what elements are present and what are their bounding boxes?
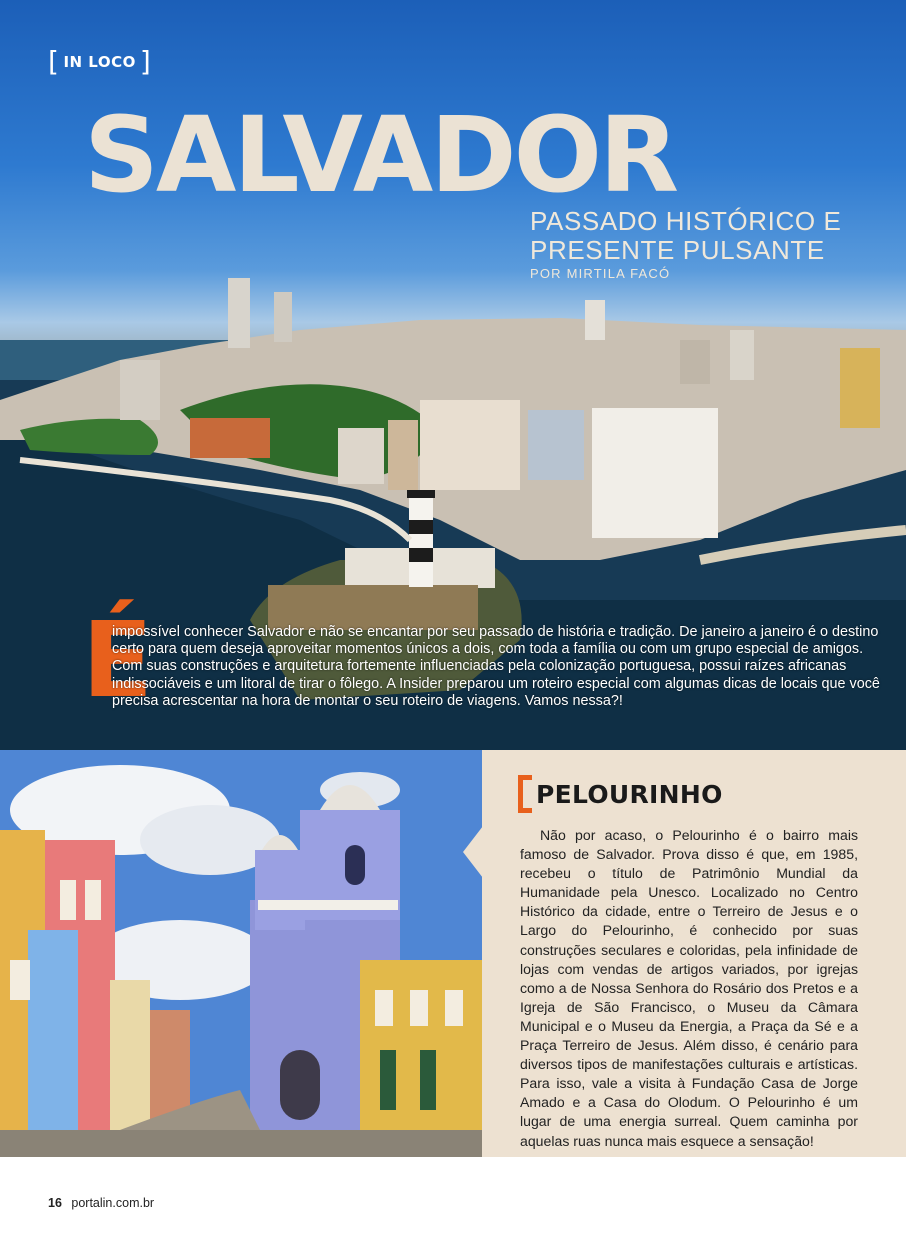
section-title: PELOURINHO: [536, 779, 723, 809]
byline: POR MIRTILA FACÓ: [530, 266, 671, 281]
page-title: SALVADOR: [84, 94, 677, 216]
section-tag-label: IN LOCO: [63, 53, 136, 71]
tag-bracket-right: ]: [139, 45, 152, 78]
page-number: 16: [48, 1196, 62, 1210]
page-footer: [48, 1196, 154, 1210]
page-subtitle: [530, 207, 841, 265]
section-tag: [48, 45, 152, 78]
subtitle-line-2: PRESENTE PULSANTE: [530, 235, 825, 265]
pelourinho-photo: [0, 750, 482, 1157]
subtitle-line-1: PASSADO HISTÓRICO E: [530, 206, 842, 236]
heading-bracket: [518, 775, 532, 813]
panel-arrow: [463, 826, 483, 878]
intro-text: impossível conhecer Salvador e não se encantar por seu passado de história e tradição. De janeiro a janeiro é o destino certo para quem deseja aproveitar momentos únicos a dois, com toda a família ou com um grupo especial de amigos. Com suas construções e arquitetura fortemente influenciadas pela colonização portuguesa, possui raízes africanas indissociáveis e um litoral de tirar o fôlego. A Insider preparou um roteiro especial com algumas dicas de locais que você precisa acrescentar na hora de montar o seu roteiro de viagens. Vamos nessa?!: [112, 624, 880, 709]
pelourinho-street-illustration: [0, 750, 482, 1157]
footer-site: portalin.com.br: [71, 1196, 155, 1210]
tag-bracket-left: [: [48, 45, 60, 78]
section-heading: [518, 775, 723, 813]
section-body: Não por acaso, o Pelourinho é o bairro mais famoso de Salvador. Prova disso é que, em 1985, recebeu o título de Patrimônio Mundial da Humanidade pela Unesco. Localizado no Centro Histórico da cidade, entre o Terreiro de Jesus e o Largo do Pelourinho, é conhecido por suas construções seculares e coloridas, pela infinidade de lojas com vendas de artigos variados, por igrejas como a de Nossa Senhora do Rosário dos Pretos e a Igreja de São Francisco, o Museu da Câmara Municipal e o Museu da Energia, a Praça da Sé e a Praça Terreiro de Jesus. Além disso, é cenário para diversos tipos de manifestações culturais e artísticas. Para isso, vale a visita à Fundação Casa de Jorge Amado e a Casa do Olodum. O Pelourinho é um lugar de uma energia surreal. Quem caminha por aquelas ruas nunca mais esquece a sensação!: [520, 827, 858, 1149]
drop-cap: É: [82, 599, 154, 721]
